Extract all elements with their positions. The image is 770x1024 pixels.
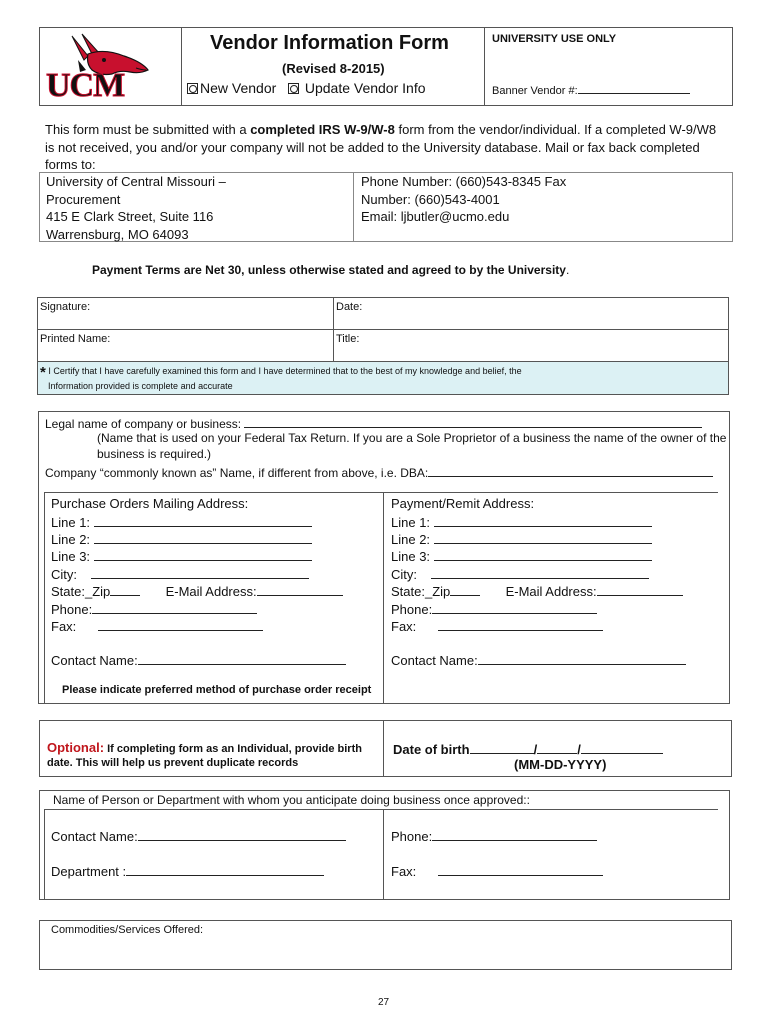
remit-line3-row: [391, 547, 652, 564]
payment-terms: [92, 263, 569, 277]
legal-name-row: [45, 414, 702, 431]
po-zip-field[interactable]: [110, 582, 140, 596]
contact-name-field[interactable]: [138, 827, 346, 841]
remit-line1-field[interactable]: [434, 513, 652, 527]
contact-fax-label: Fax:: [391, 864, 417, 879]
optional-dob-divider: [383, 720, 384, 777]
address-section-left-line: [44, 492, 45, 704]
department-field[interactable]: [126, 862, 324, 876]
remit-contact-row: [391, 651, 686, 668]
address-section-top-line: [44, 492, 718, 493]
optional-line-2: date. This will help us prevent duplicate records: [47, 757, 299, 769]
po-city-label: City:: [51, 567, 77, 582]
signature-field[interactable]: [120, 300, 325, 324]
po-address-heading: Purchase Orders Mailing Address:: [51, 496, 249, 511]
contact-phone-field[interactable]: [432, 827, 597, 841]
intro-line-3: forms to:: [45, 157, 96, 172]
address-left-2: Procurement: [46, 192, 121, 207]
dob-year-field[interactable]: [581, 740, 663, 754]
dob-day-field[interactable]: [537, 740, 577, 754]
signature-col-divider: [333, 297, 334, 361]
po-state-zip-label: State:_Zip: [51, 584, 111, 599]
legal-name-note-2: business is required.): [97, 447, 212, 461]
dob-format: (MM-DD-YYYY): [514, 757, 607, 772]
banner-vendor-label: Banner Vendor #:: [492, 85, 578, 97]
revised-date: (Revised 8-2015): [282, 61, 385, 76]
remit-line2-field[interactable]: [434, 530, 652, 544]
remit-email-field[interactable]: [597, 582, 683, 596]
certify-line-1: [40, 364, 522, 381]
intro-line-1: [45, 122, 716, 137]
po-line2-label: Line 2:: [51, 532, 91, 547]
po-line1-field[interactable]: [94, 513, 312, 527]
title-field[interactable]: [370, 332, 720, 356]
po-line3-row: [51, 547, 312, 564]
vendor-type-options: [187, 80, 426, 96]
po-city-row: [51, 565, 309, 582]
header-divider-right: [484, 27, 485, 106]
po-line2-field[interactable]: [94, 530, 312, 544]
po-phone-field[interactable]: [92, 600, 257, 614]
po-phone-label: Phone:: [51, 602, 93, 617]
po-contact-label: Contact Name:: [51, 653, 138, 668]
banner-vendor-row: [492, 80, 690, 97]
dob-month-field[interactable]: [470, 740, 534, 754]
dba-field[interactable]: [428, 463, 713, 477]
contact-fax-row: [391, 862, 603, 879]
intro-bold: completed IRS W-9/W-8: [250, 122, 395, 137]
remit-zip-field[interactable]: [450, 582, 480, 596]
po-contact-field[interactable]: [138, 651, 346, 665]
commodities-field[interactable]: [46, 940, 726, 966]
contact-heading-line: [44, 809, 718, 810]
intro-text-b: form from the vendor/individual. If a completed W-9/W8: [394, 122, 717, 137]
signature-label: Signature:: [40, 301, 91, 313]
address-right-1: Phone Number: (660)543-8345 Fax: [361, 174, 567, 189]
remit-phone-label: Phone:: [391, 602, 433, 617]
dob-slash-2: /: [577, 742, 581, 757]
university-use-only: UNIVERSITY USE ONLY: [492, 33, 617, 45]
signature-row-divider-1: [37, 329, 729, 330]
update-vendor-checkbox[interactable]: [288, 83, 299, 94]
page-number: 27: [378, 997, 390, 1008]
legal-name-field[interactable]: [244, 414, 702, 428]
contact-heading: Name of Person or Department with whom you anticipate doing business once approved::: [53, 793, 530, 807]
address-right-3: Email: ljbutler@ucmo.edu: [361, 209, 510, 224]
remit-state-zip-label: State:_Zip: [391, 584, 451, 599]
optional-label: Optional:: [47, 740, 105, 755]
header-divider-left: [181, 27, 182, 106]
remit-email-label: E-Mail Address:: [505, 584, 597, 599]
remit-state-row: [391, 582, 683, 599]
contact-name-label: Contact Name:: [51, 829, 138, 844]
certify-text-1: I Certify that I have carefully examined this form and I have determined that to the best of my knowledge and belief, the: [45, 366, 522, 376]
remit-phone-row: [391, 600, 597, 617]
printed-name-field[interactable]: [120, 332, 325, 356]
po-line1-label: Line 1:: [51, 515, 91, 530]
address-section-divider: [383, 492, 384, 704]
po-email-label: E-Mail Address:: [165, 584, 257, 599]
date-label: Date:: [336, 301, 363, 313]
po-phone-row: [51, 600, 257, 617]
payment-terms-end: .: [565, 263, 570, 277]
remit-city-label: City:: [391, 567, 417, 582]
title-label: Title:: [336, 333, 360, 345]
dba-label: Company “commonly known as” Name, if different from above, i.e. DBA:: [45, 466, 429, 480]
po-contact-row: [51, 651, 346, 668]
legal-name-note-1: (Name that is used on your Federal Tax Return. If you are a Sole Proprietor of a business the name of the owner of the: [97, 431, 727, 445]
remit-line1-row: [391, 513, 652, 530]
optional-line-1: [47, 740, 362, 755]
po-fax-row: [51, 617, 263, 634]
certify-asterisk: *: [40, 364, 46, 381]
banner-vendor-field[interactable]: [578, 80, 690, 94]
po-fax-field[interactable]: [98, 617, 263, 631]
po-line2-row: [51, 530, 312, 547]
form-title: Vendor Information Form: [210, 32, 449, 54]
date-field[interactable]: [370, 300, 720, 324]
logo-text: UCM: [46, 67, 125, 104]
contact-phone-row: [391, 827, 597, 844]
address-left-4: Warrensburg, MO 64093: [46, 227, 189, 242]
remit-phone-field[interactable]: [432, 600, 597, 614]
contact-left-line: [44, 809, 45, 900]
po-line3-field[interactable]: [94, 547, 312, 561]
new-vendor-label: New Vendor: [200, 80, 277, 96]
po-city-field[interactable]: [91, 565, 309, 579]
po-state-row: [51, 582, 343, 599]
commodities-label: Commodities/Services Offered:: [51, 924, 204, 936]
dob-row: [393, 740, 663, 757]
remit-fax-field[interactable]: [438, 617, 603, 631]
remit-city-row: [391, 565, 649, 582]
dba-row: [45, 463, 713, 480]
po-fax-label: Fax:: [51, 619, 77, 634]
po-line1-row: [51, 513, 312, 530]
remit-contact-label: Contact Name:: [391, 653, 478, 668]
new-vendor-checkbox[interactable]: [187, 83, 198, 94]
remit-line2-label: Line 2:: [391, 532, 431, 547]
remit-city-field[interactable]: [431, 565, 649, 579]
certify-line-2: Information provided is complete and accurate: [48, 381, 233, 391]
contact-fax-field[interactable]: [438, 862, 603, 876]
ucm-logo: [44, 30, 178, 104]
remit-line2-row: [391, 530, 652, 547]
dob-slash-1: /: [533, 742, 538, 757]
po-line3-label: Line 3:: [51, 549, 91, 564]
remit-line3-label: Line 3:: [391, 549, 431, 564]
po-email-field[interactable]: [257, 582, 343, 596]
optional-text-1: If completing form as an Individual, provide birth: [104, 743, 362, 755]
legal-name-label: Legal name of company or business:: [45, 417, 242, 431]
remit-line3-field[interactable]: [434, 547, 652, 561]
intro-line-2: is not received, you and/or your company will not be added to the University database. Mail or fax back completed: [45, 140, 700, 155]
address-left-3: 415 E Clark Street, Suite 116: [46, 209, 214, 224]
remit-address-heading: Payment/Remit Address:: [391, 496, 535, 511]
printed-name-label: Printed Name:: [40, 333, 111, 345]
contact-phone-label: Phone:: [391, 829, 433, 844]
address-divider: [353, 172, 354, 242]
po-preferred-method: Please indicate preferred method of purchase order receipt: [62, 684, 372, 696]
department-row: [51, 862, 324, 879]
dob-label: Date of birth: [393, 742, 470, 757]
update-vendor-label: Update Vendor Info: [304, 80, 426, 96]
department-label: Department :: [51, 864, 127, 879]
intro-text-a: This form must be submitted with a: [45, 122, 251, 137]
remit-contact-field[interactable]: [478, 651, 686, 665]
contact-divider: [383, 809, 384, 900]
remit-fax-row: [391, 617, 603, 634]
address-right-2: Number: (660)543-4001: [361, 192, 500, 207]
remit-line1-label: Line 1:: [391, 515, 431, 530]
remit-fax-label: Fax:: [391, 619, 417, 634]
payment-terms-text: Payment Terms are Net 30, unless otherwise stated and agreed to by the University: [92, 263, 566, 277]
contact-name-row: [51, 827, 346, 844]
address-left-1: University of Central Missouri –: [46, 174, 226, 189]
